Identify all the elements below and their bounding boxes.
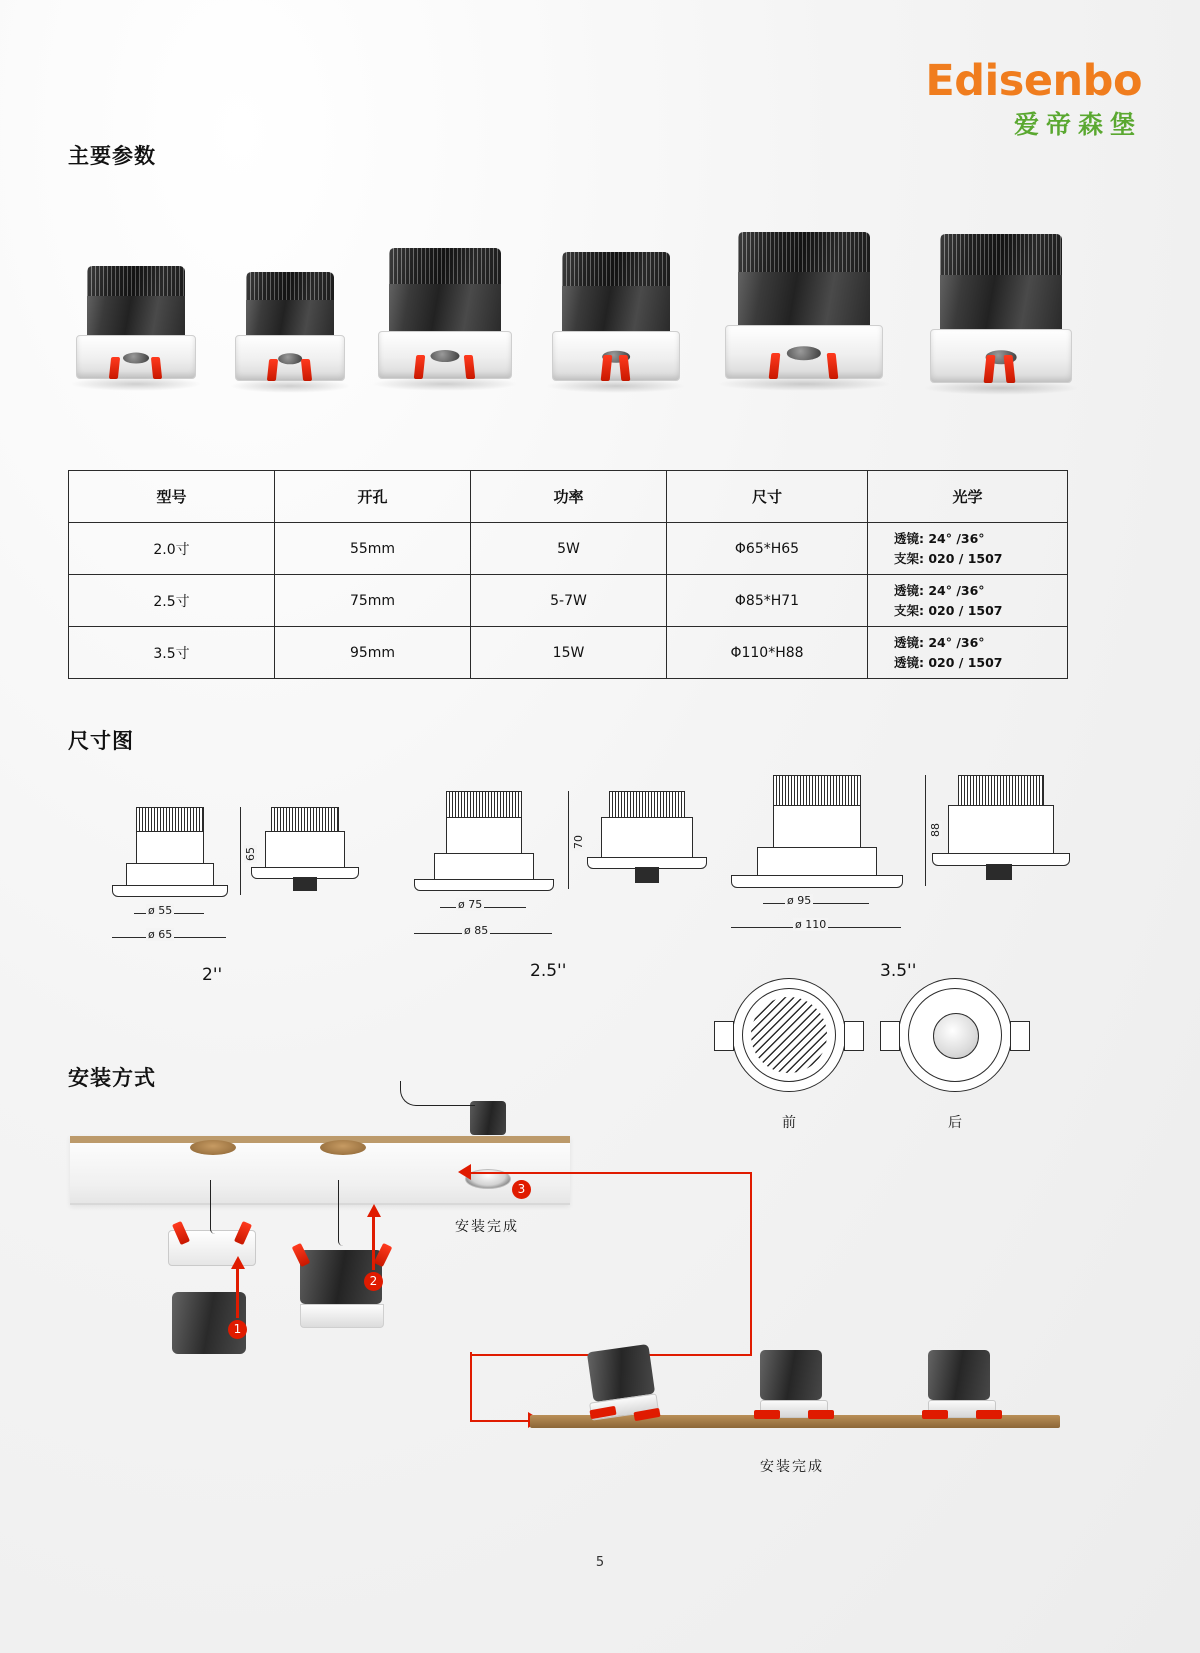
cell-power: 15W — [471, 627, 667, 679]
front-view-label: 前 — [782, 1115, 796, 1131]
back-view-drawing — [898, 978, 1012, 1092]
dim-outer-2p5inch: ø 85 — [464, 924, 489, 937]
bottom-lamp-2 — [760, 1350, 828, 1418]
table-row — [69, 575, 1068, 627]
optics-bracket: 支架: 020 / 1507 — [894, 550, 1003, 566]
dimension-group-2inch — [90, 785, 270, 985]
arrow-up-1 — [231, 1256, 245, 1269]
install-done-bottom: 安装完成 — [760, 1459, 824, 1475]
flow-connector-3 — [470, 1420, 530, 1422]
cell-model: 3.5寸 — [69, 627, 275, 679]
optics-lens: 透镜: 24° /36° — [894, 635, 985, 651]
cell-cutout: 95mm — [275, 627, 471, 679]
caption-2inch: 2'' — [202, 965, 223, 985]
heatsink-fins — [738, 232, 870, 272]
heatsink-fins — [87, 266, 185, 296]
ceiling-cutout-1 — [190, 1140, 236, 1155]
flow-connector — [470, 1172, 752, 1356]
optics-lens: 透镜: 24° /36° — [894, 583, 985, 599]
dim-height-2inch: 65 — [244, 847, 257, 861]
dim-height-3p5inch: 88 — [929, 823, 942, 837]
dimension-group-2p5inch-side — [585, 775, 735, 925]
section-title-parameters: 主要参数 — [68, 144, 156, 168]
arrow-stem-1 — [236, 1268, 239, 1318]
cell-optics — [868, 575, 1068, 627]
cell-optics — [868, 627, 1068, 679]
product-photo-row — [60, 175, 1140, 405]
step-badge-2: 2 — [364, 1272, 383, 1291]
install-done-top: 安装完成 — [455, 1219, 519, 1235]
cell-power: 5-7W — [471, 575, 667, 627]
cell-size: Φ65*H65 — [667, 523, 868, 575]
col-cutout: 开孔 — [275, 471, 471, 523]
col-model: 型号 — [69, 471, 275, 523]
wire-1 — [210, 1180, 215, 1234]
page-number: 5 — [595, 1555, 605, 1570]
dimension-group-2inch-side — [245, 785, 385, 925]
heatsink-fins — [940, 234, 1062, 275]
dim-cut-3p5inch: ø 95 — [787, 894, 812, 907]
product-photo-1 — [76, 266, 196, 379]
dim-outer-3p5inch: ø 110 — [795, 918, 827, 931]
heatsink-fins — [389, 248, 501, 284]
front-view-drawing — [732, 978, 846, 1092]
flow-arrow-head-left — [458, 1164, 471, 1180]
brand-logo — [925, 56, 1142, 139]
table-row — [69, 627, 1068, 679]
optics-lens: 透镜: 24° /36° — [894, 531, 985, 547]
arrow-up-2 — [367, 1204, 381, 1217]
heatsink-fins — [562, 252, 670, 286]
product-photo-5 — [725, 232, 883, 379]
wire-2 — [338, 1180, 343, 1246]
product-photo-6 — [930, 234, 1072, 383]
cell-optics — [868, 523, 1068, 575]
installed-light-head — [470, 1101, 506, 1135]
bottom-lamp-3 — [928, 1350, 996, 1418]
table-row — [69, 523, 1068, 575]
cell-cutout: 55mm — [275, 523, 471, 575]
optics-bracket: 支架: 020 / 1507 — [894, 602, 1003, 618]
section-title-dimensions: 尺寸图 — [68, 729, 134, 753]
back-view-label: 后 — [948, 1115, 962, 1131]
step-badge-1: 1 — [228, 1320, 247, 1339]
cell-size: Φ85*H71 — [667, 575, 868, 627]
optics-bracket: 透镜: 020 / 1507 — [894, 654, 1003, 670]
bottom-lamp-1 — [590, 1348, 658, 1416]
arrow-stem-2 — [372, 1216, 375, 1270]
brand-name-cn: 爱帝森堡 — [1013, 110, 1142, 139]
caption-3p5inch: 3.5'' — [880, 961, 917, 981]
dim-outer-2inch: ø 65 — [148, 928, 173, 941]
dimension-group-3p5inch-side — [930, 765, 1090, 925]
wire-3 — [400, 1081, 475, 1106]
dimension-group-2p5inch — [400, 775, 590, 981]
dim-cut-2inch: ø 55 — [148, 904, 173, 917]
product-photo-2 — [235, 272, 345, 381]
step-badge-3: 3 — [512, 1180, 531, 1199]
cell-cutout: 75mm — [275, 575, 471, 627]
product-photo-3 — [378, 248, 512, 379]
spec-table — [68, 470, 1068, 679]
dim-height-2p5inch: 70 — [572, 835, 585, 849]
ceiling-cutout-2 — [320, 1140, 366, 1155]
cell-model: 2.5寸 — [69, 575, 275, 627]
cell-size: Φ110*H88 — [667, 627, 868, 679]
dimension-drawings — [60, 755, 1140, 985]
product-photo-4 — [552, 252, 680, 381]
caption-2p5inch: 2.5'' — [530, 961, 567, 981]
col-optics: 光学 — [868, 471, 1068, 523]
col-power: 功率 — [471, 471, 667, 523]
dimension-group-3p5inch — [715, 765, 945, 981]
dim-cut-2p5inch: ø 75 — [458, 898, 483, 911]
cell-power: 5W — [471, 523, 667, 575]
col-size: 尺寸 — [667, 471, 868, 523]
heatsink-fins — [246, 272, 334, 300]
brand-name: Edisenbo — [925, 56, 1142, 106]
flow-connector-2 — [470, 1352, 472, 1422]
installation-diagram — [60, 1120, 1140, 1550]
section-title-installation: 安装方式 — [68, 1066, 156, 1090]
cell-model: 2.0寸 — [69, 523, 275, 575]
table-header-row — [69, 471, 1068, 523]
